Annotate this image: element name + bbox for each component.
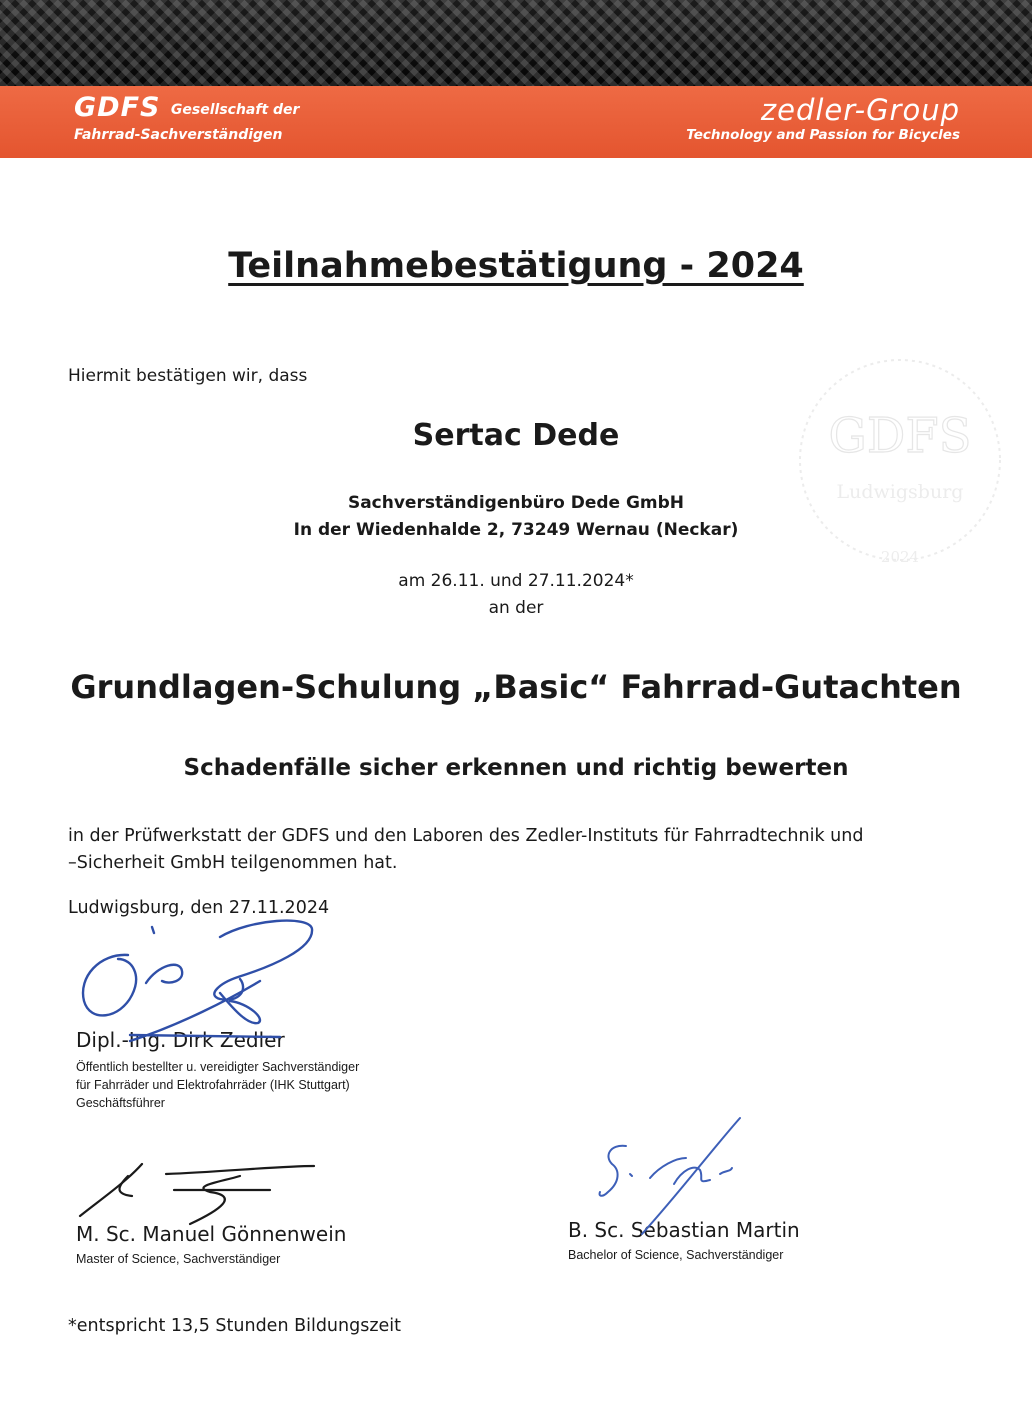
gdfs-logo-wordmark: GDFS bbox=[74, 92, 161, 123]
participant-address: In der Wiedenhalde 2, 73249 Wernau (Neckar) bbox=[293, 520, 739, 540]
body-line-1: in der Prüfwerkstatt der GDFS und den Laboren des Zedler-Instituts für Fahrradtechnik und bbox=[68, 826, 864, 846]
course-dates: am 26.11. und 27.11.2024* bbox=[398, 571, 634, 591]
zedler-group-logo bbox=[686, 94, 960, 143]
gdfs-logo-line2: Fahrrad-Sachverständigen bbox=[74, 127, 283, 143]
participant-name: Sertac Dede bbox=[412, 418, 620, 453]
signatory-3-name: B. Sc. Sebastian Martin bbox=[568, 1218, 800, 1242]
course-title: Grundlagen-Schulung „Basic“ Fahrrad-Gutachten bbox=[70, 668, 962, 706]
signatory-1-name: Dipl.-Ing. Dirk Zedler bbox=[76, 1028, 285, 1052]
place-and-date: Ludwigsburg, den 27.11.2024 bbox=[68, 898, 330, 918]
certificate-title: Teilnahmebestätigung - 2024 bbox=[228, 246, 804, 286]
intro-text: Hiermit bestätigen wir, dass bbox=[68, 366, 308, 386]
course-subtitle: Schadenfälle sicher erkennen und richtig bewerten bbox=[183, 755, 849, 781]
seal-text-gdfs: GDFS bbox=[828, 408, 972, 464]
signatory-1-role-line-3: Geschäftsführer bbox=[76, 1096, 165, 1110]
signatory-2-role: Master of Science, Sachverständiger bbox=[76, 1252, 281, 1266]
body-text bbox=[68, 823, 863, 877]
seal-text-year: 2024 bbox=[880, 548, 920, 566]
signatory-3-role: Bachelor of Science, Sachverständiger bbox=[568, 1248, 784, 1262]
course-dates-block bbox=[0, 568, 1032, 622]
embossed-seal bbox=[790, 340, 1010, 580]
gdfs-logo bbox=[74, 92, 300, 143]
zedler-logo-tagline: Technology and Passion for Bicycles bbox=[686, 127, 960, 143]
carbon-fibre-header-strip bbox=[0, 0, 1032, 86]
an-der-text: an der bbox=[488, 598, 544, 618]
participant-address-block bbox=[0, 490, 1032, 544]
signatory-1-role-line-2: für Fahrräder und Elektrofahrräder (IHK Stuttgart) bbox=[76, 1078, 350, 1092]
gdfs-logo-line1: Gesellschaft der bbox=[170, 102, 300, 118]
signatory-1-role-line-1: Öffentlich bestellter u. vereidigter Sachverständiger bbox=[76, 1060, 360, 1074]
participant-company: Sachverständigenbüro Dede GmbH bbox=[347, 493, 685, 513]
signatory-2-name: M. Sc. Manuel Gönnenwein bbox=[76, 1222, 347, 1246]
body-line-2: –Sicherheit GmbH teilgenommen hat. bbox=[68, 853, 398, 873]
signatory-1-role bbox=[76, 1058, 359, 1112]
seal-text-city: Ludwigsburg bbox=[836, 481, 964, 503]
zedler-logo-wordmark: zedler-Group bbox=[760, 93, 960, 127]
footnote: *entspricht 13,5 Stunden Bildungszeit bbox=[68, 1316, 402, 1336]
